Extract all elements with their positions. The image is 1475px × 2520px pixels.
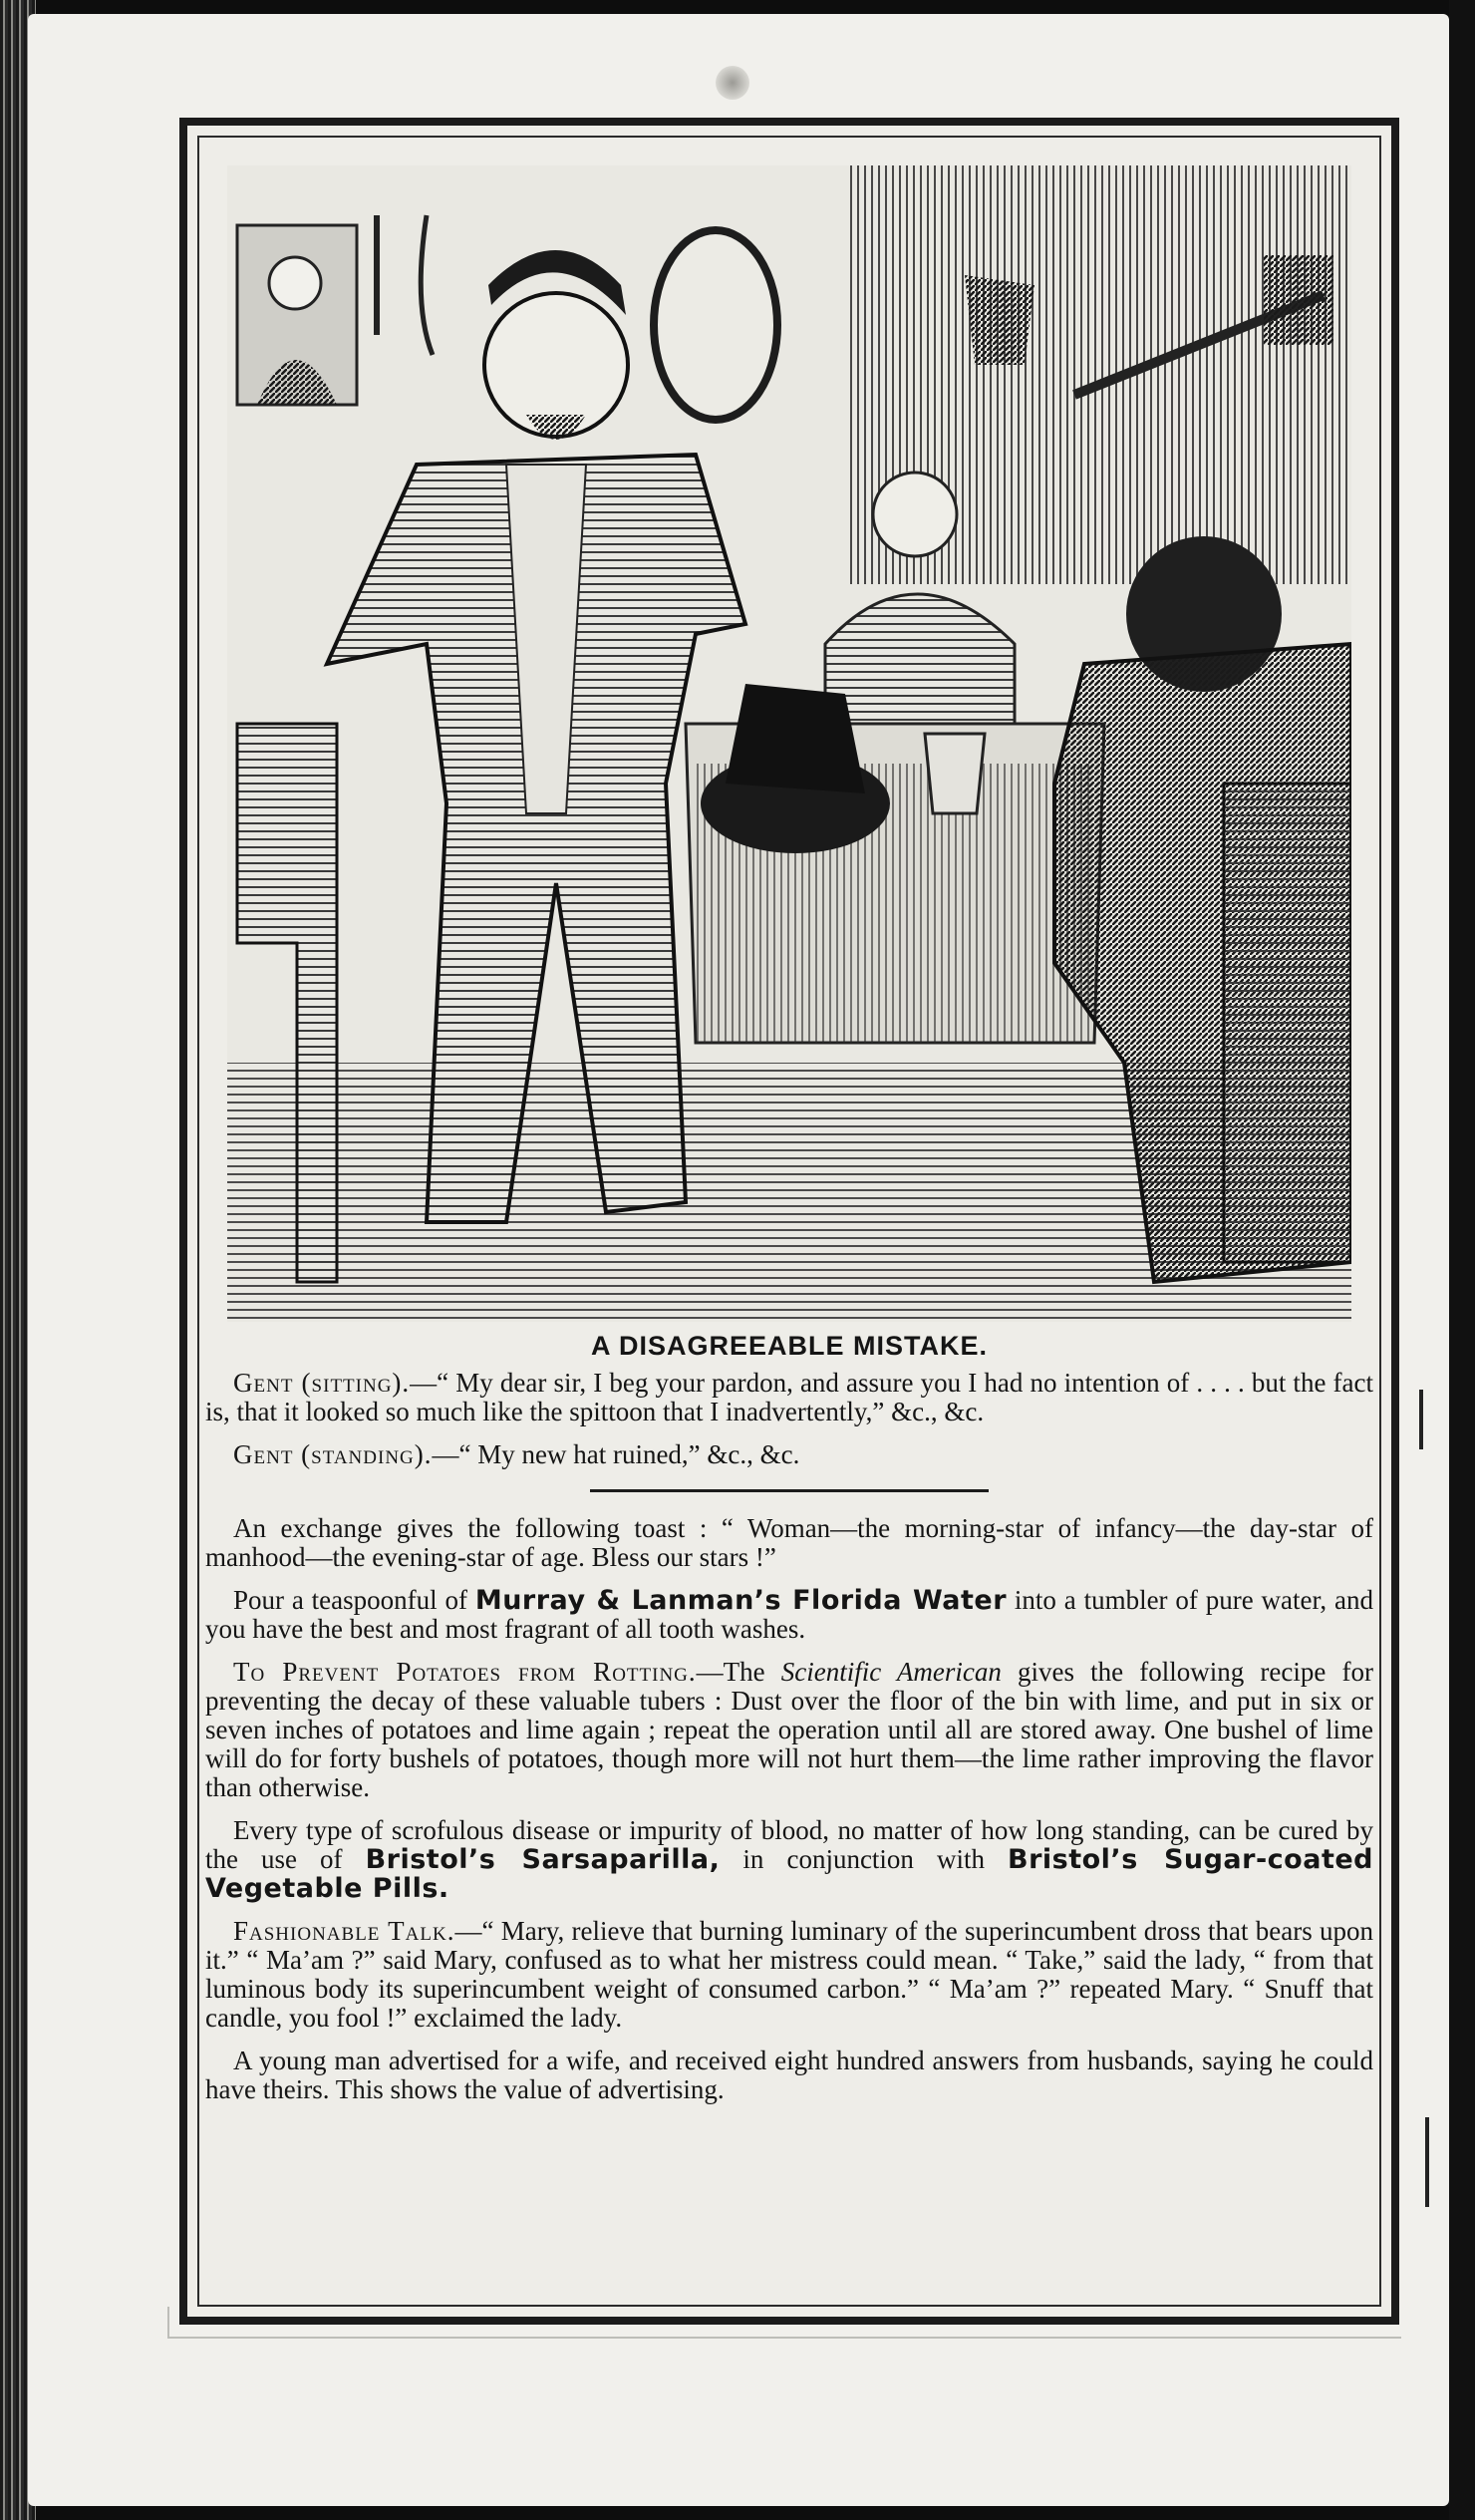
engraving-svg [227, 165, 1351, 1322]
product-name: Bristol’s Sarsaparilla, [365, 1844, 721, 1875]
speaker-label: Gent (sitting). [233, 1368, 411, 1398]
wall-mirror [654, 230, 777, 420]
dialogue-text: —“ My dear sir, I beg your pardon, and assure you I had no intention of . . . . but the fact is, that it looked so much like the spittoon that I inadvertently,” &c., &c. [205, 1368, 1374, 1426]
ad-text: Every type of scrofulous disease or impurity of blood, no matter of how long standing, can be cured by the use of [205, 1815, 1373, 1874]
dialogue-text: —“ My new hat ruined,” &c., &c. [432, 1439, 800, 1469]
ink-smudge [716, 66, 749, 100]
advertisement-frame [179, 118, 1399, 2325]
page-mark [1425, 2117, 1429, 2207]
illustration-caption: A DISAGREEABLE MISTAKE. [590, 1331, 989, 1361]
paragraph-text: gives the following recipe for preventing the decay of these valuable tubers : Dust over the floor of the bin with lime, and put in six or seven inches of potatoes and lime again ; repeat the operation until all are stored away. One bushel of lime will do for forty bushels of potatoes, though more will not hurt them—the lime rather improving the flavor than otherwise. [205, 1657, 1373, 1802]
product-name: Bristol’s Sugar-coated Vegetable Pills. [205, 1844, 1373, 1904]
ad-text: in conjunction with [720, 1844, 1008, 1874]
bristol-ad [205, 1816, 1373, 1903]
page-mark [1419, 1390, 1423, 1449]
potatoes-paragraph [205, 1658, 1373, 1802]
article-text [205, 1332, 1373, 2118]
speaker-label: Gent (standing). [233, 1439, 433, 1469]
dialogue-sitting [205, 1369, 1373, 1426]
paragraph-heading: Fashionable Talk. [233, 1916, 455, 1946]
offset-shadow-frame [167, 2307, 1401, 2339]
advertising-paragraph: A young man advertised for a wife, and received eight hundred answers from husbands, saying he could have theirs. This shows the value of advertising. [205, 2046, 1373, 2104]
page [28, 14, 1449, 2506]
ad-text: Pour a teaspoonful of [233, 1585, 475, 1615]
engraving-illustration [227, 165, 1351, 1322]
paragraph-text: —“ Mary, relieve that burning luminary of the superincumbent dross that bears upon it.” “ Ma’am ?” said Mary, confused as to what her mistress could mean. “ Take,” said the lady, “ from that luminous body its superincumbent weight of consumed carbon.” “ Ma’am ?” repeated Mary. “ Snuff that candle, you fool !” exclaimed the lady. [205, 1916, 1373, 2033]
page-edge [1449, 0, 1475, 2520]
florida-water-ad [205, 1586, 1373, 1644]
paragraph-heading: To Prevent Potatoes from Rotting. [233, 1657, 697, 1687]
fashionable-talk-paragraph [205, 1917, 1373, 2033]
section-divider [590, 1489, 989, 1492]
dialogue-standing [205, 1440, 1373, 1469]
toast-paragraph: An exchange gives the following toast : “ Woman—the morning-star of infancy—the day-star of manhood—the evening-star of age. Bless our stars !” [205, 1513, 1373, 1572]
background-diner [873, 472, 957, 556]
source-name: Scientific American [780, 1657, 1002, 1687]
paragraph-text: —The [696, 1657, 781, 1687]
ad-text: into a tumbler of pure water, and you have the best and most fragrant of all tooth washes. [205, 1585, 1373, 1644]
product-name: Murray & Lanman’s Florida Water [474, 1585, 1008, 1616]
